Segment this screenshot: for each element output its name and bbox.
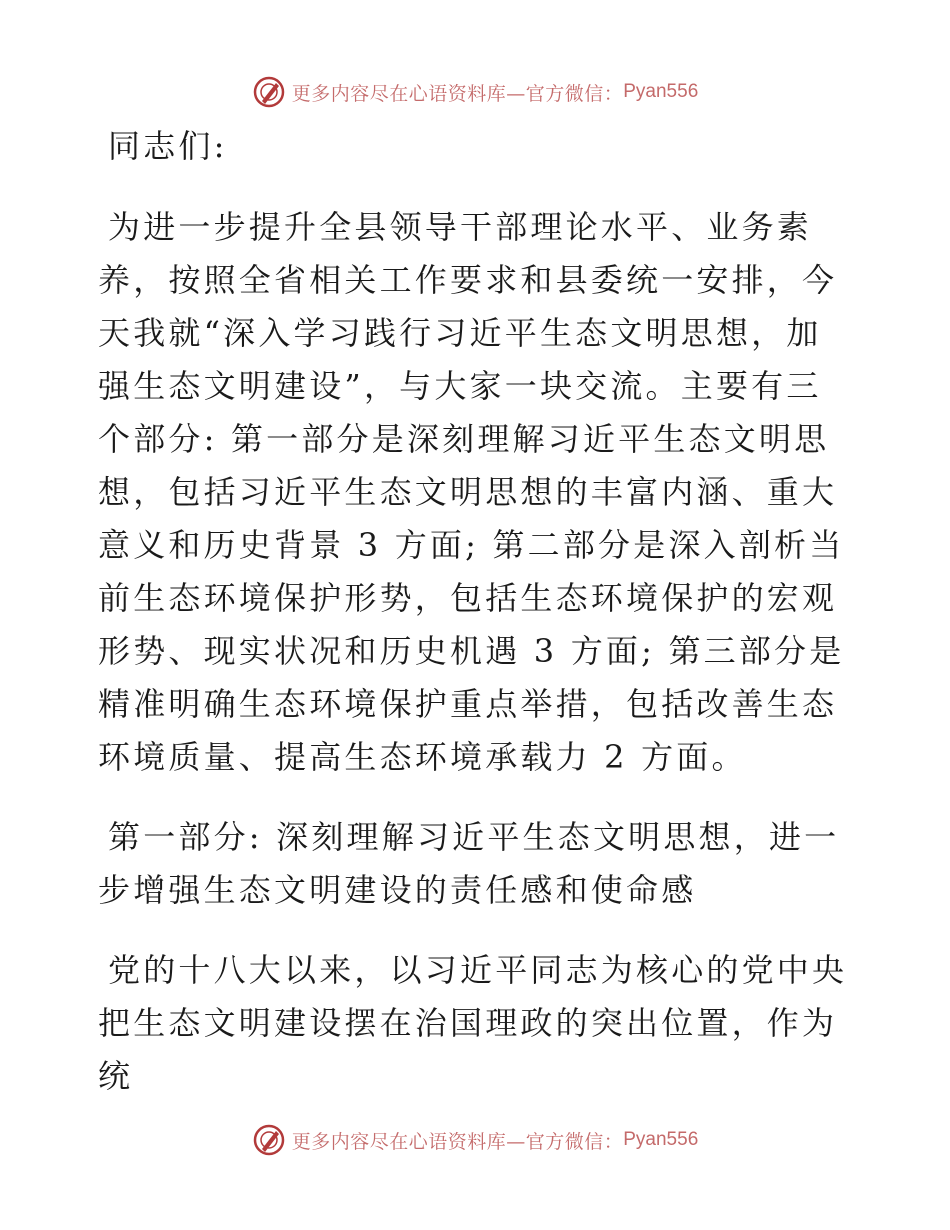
watermark-text: 更多内容尽在心语资料库—官方微信： bbox=[291, 82, 624, 105]
section-heading: 第一部分: 深刻理解习近平生态文明思想，进一步增强生态文明建设的责任感和使命感 bbox=[98, 818, 840, 909]
watermark-text: 更多内容尽在心语资料库—官方微信： bbox=[291, 1130, 624, 1153]
pen-logo-icon bbox=[252, 1123, 286, 1157]
watermark-contact: Pyan556 bbox=[623, 1129, 699, 1150]
watermark-header bbox=[0, 70, 950, 114]
intro-paragraph: 为进一步提升全县领导干部理论水平、业务素养，按照全省相关工作要求和县委统一安排，今天我就“深入学习践行习近平生态文明思想，加强生态文明建设”，与大家一块交流。主要有三个部分: 第一部分是深刻理解习近平生态文明思想，包括习近平生态文明思想的丰富内涵、重大意义和历史背景 3 方面; 第二部分是深入剖析当前生态环境保护形势，包括生态环境保护的宏观形势、现实状况和历史机遇 3 方面; 第三部分是精准明确生态环境保护重点举措，包括改善生态环境质量、提高生态环境承载力 2 方面。 bbox=[98, 208, 845, 776]
pen-logo-icon bbox=[252, 75, 286, 109]
document-body bbox=[98, 120, 850, 1130]
section-paragraph: 党的十八大以来，以习近平同志为核心的党中央把生态文明建设摆在治国理政的突出位置，作为统 bbox=[98, 951, 848, 1095]
greeting: 同志们: bbox=[108, 127, 228, 165]
watermark-contact: Pyan556 bbox=[623, 81, 699, 102]
watermark-footer bbox=[0, 1118, 950, 1162]
